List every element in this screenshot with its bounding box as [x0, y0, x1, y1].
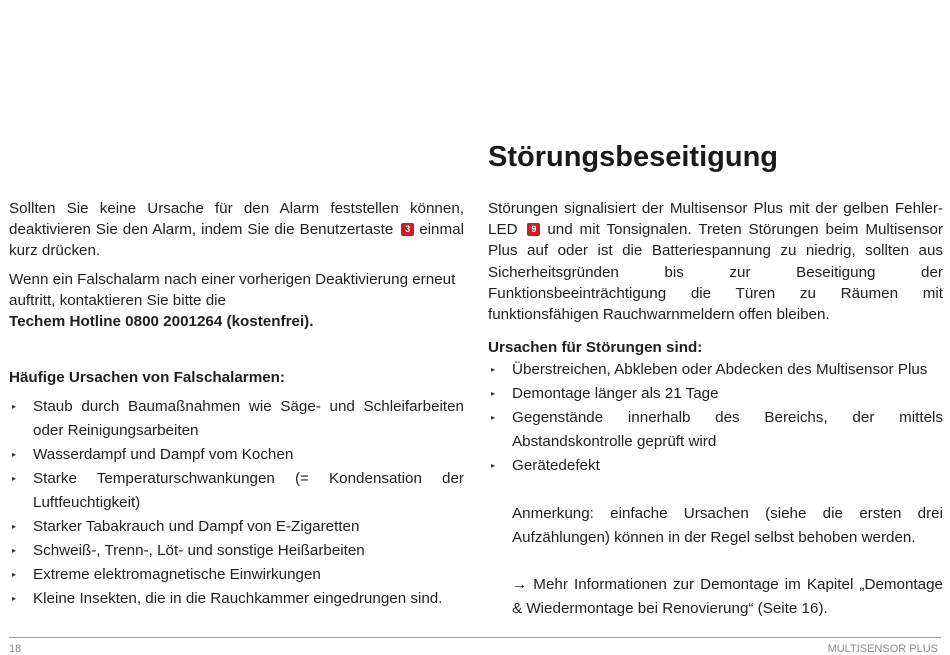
- footer-product-name: MULTISENSOR PLUS: [827, 643, 938, 655]
- list-item-text: Extreme elektromagnetische Einwirkungen: [33, 566, 321, 583]
- deactivate-paragraph: [9, 198, 464, 261]
- list-item: [9, 587, 464, 611]
- list-item: [488, 358, 943, 382]
- list-item: [488, 382, 943, 406]
- list-item-text: Demontage länger als 21 Tage: [512, 385, 719, 402]
- list-item: [9, 539, 464, 563]
- list-item: [9, 467, 464, 515]
- list-item: [9, 443, 464, 467]
- bullet-icon: ▸: [491, 389, 496, 398]
- bullet-icon: ▸: [12, 474, 17, 483]
- bullet-icon: ▸: [491, 365, 496, 374]
- bullet-icon: ▸: [12, 570, 17, 579]
- fault-intro-text-cont: und mit Tonsignalen. Treten Störungen beim Multisensor Plus auf oder ist die Batteriespannung zu niedrig, sollten aus Sicherheitsgründen bis zur Beseitigung der Funktionsbeeinträchtigung die Türen zu Räumen mit funktionsfähigen Rauchwarnmeldern offen bleiben.: [488, 221, 943, 324]
- bullet-icon: ▸: [12, 522, 17, 531]
- fault-causes-list: [488, 358, 943, 478]
- section-title: Störungsbeseitigung: [488, 141, 778, 173]
- bullet-icon: ▸: [12, 450, 17, 459]
- list-item: [488, 406, 943, 454]
- list-item: [488, 454, 943, 478]
- false-alarm-text: Wenn ein Falschalarm nach einer vorherigen Deaktivierung erneut auftritt, kontaktieren Sie bitte die: [9, 271, 456, 309]
- bullet-icon: ▸: [491, 413, 496, 422]
- note-paragraph: Anmerkung: einfache Ursachen (siehe die ersten drei Aufzählungen) können in der Regel selbst behoben werden.: [512, 505, 943, 546]
- list-item: [9, 563, 464, 587]
- list-item: [9, 395, 464, 443]
- bullet-icon: ▸: [12, 402, 17, 411]
- fault-intro-text: Störungen signalisiert der Multisensor Plus mit der gelben Fehler-LED: [488, 200, 943, 239]
- footer-divider: [9, 637, 941, 638]
- list-item-text: Staub durch Baumaßnahmen wie Säge- und Schleifarbeiten oder Reinigungsarbeiten: [33, 398, 464, 439]
- false-alarm-paragraph: [9, 269, 464, 332]
- reference-paragraph: [512, 573, 943, 621]
- user-button-badge: 3: [401, 223, 414, 236]
- bullet-icon: ▸: [491, 461, 496, 470]
- list-item-text: Gegenstände innerhalb des Bereichs, der mittels Abstandskontrolle geprüft wird: [512, 409, 943, 450]
- arrow-right-icon: →: [512, 576, 528, 593]
- fault-led-badge: 9: [527, 223, 540, 236]
- bullet-icon: ▸: [12, 546, 17, 555]
- list-item-text: Schweiß-, Trenn-, Löt- und sonstige Heißarbeiten: [33, 542, 365, 559]
- list-item-text: Wasserdampf und Dampf vom Kochen: [33, 446, 294, 463]
- fault-intro-paragraph: [488, 198, 943, 325]
- page-number: 18: [9, 643, 22, 655]
- list-item: [9, 515, 464, 539]
- fault-causes-heading: Ursachen für Störungen sind:: [488, 339, 703, 356]
- deactivate-text-end: einmal kurz drücken.: [9, 221, 464, 259]
- hotline-text: Techem Hotline 0800 2001264 (kostenfrei).: [9, 313, 314, 330]
- false-alarm-causes-list: [9, 395, 464, 611]
- list-item-text: Gerätedefekt: [512, 457, 600, 474]
- list-item-text: Kleine Insekten, die in die Rauchkammer eingedrungen sind.: [33, 590, 443, 607]
- false-alarm-causes-heading: Häufige Ursachen von Falschalarmen:: [9, 369, 285, 386]
- reference-text: Mehr Informationen zur Demontage im Kapitel „Demontage & Wiedermontage bei Renovierung“ (Seite 16).: [512, 576, 943, 617]
- deactivate-text: Sollten Sie keine Ursache für den Alarm feststellen können, deaktivieren Sie den Alarm, indem Sie die Benutzertaste: [9, 200, 464, 238]
- list-item-text: Überstreichen, Abkleben oder Abdecken des Multisensor Plus: [512, 361, 928, 378]
- bullet-icon: ▸: [12, 594, 17, 603]
- list-item-text: Starker Tabakrauch und Dampf von E-Zigaretten: [33, 518, 360, 535]
- list-item-text: Starke Temperaturschwankungen (= Kondensation der Luftfeuchtigkeit): [33, 470, 464, 511]
